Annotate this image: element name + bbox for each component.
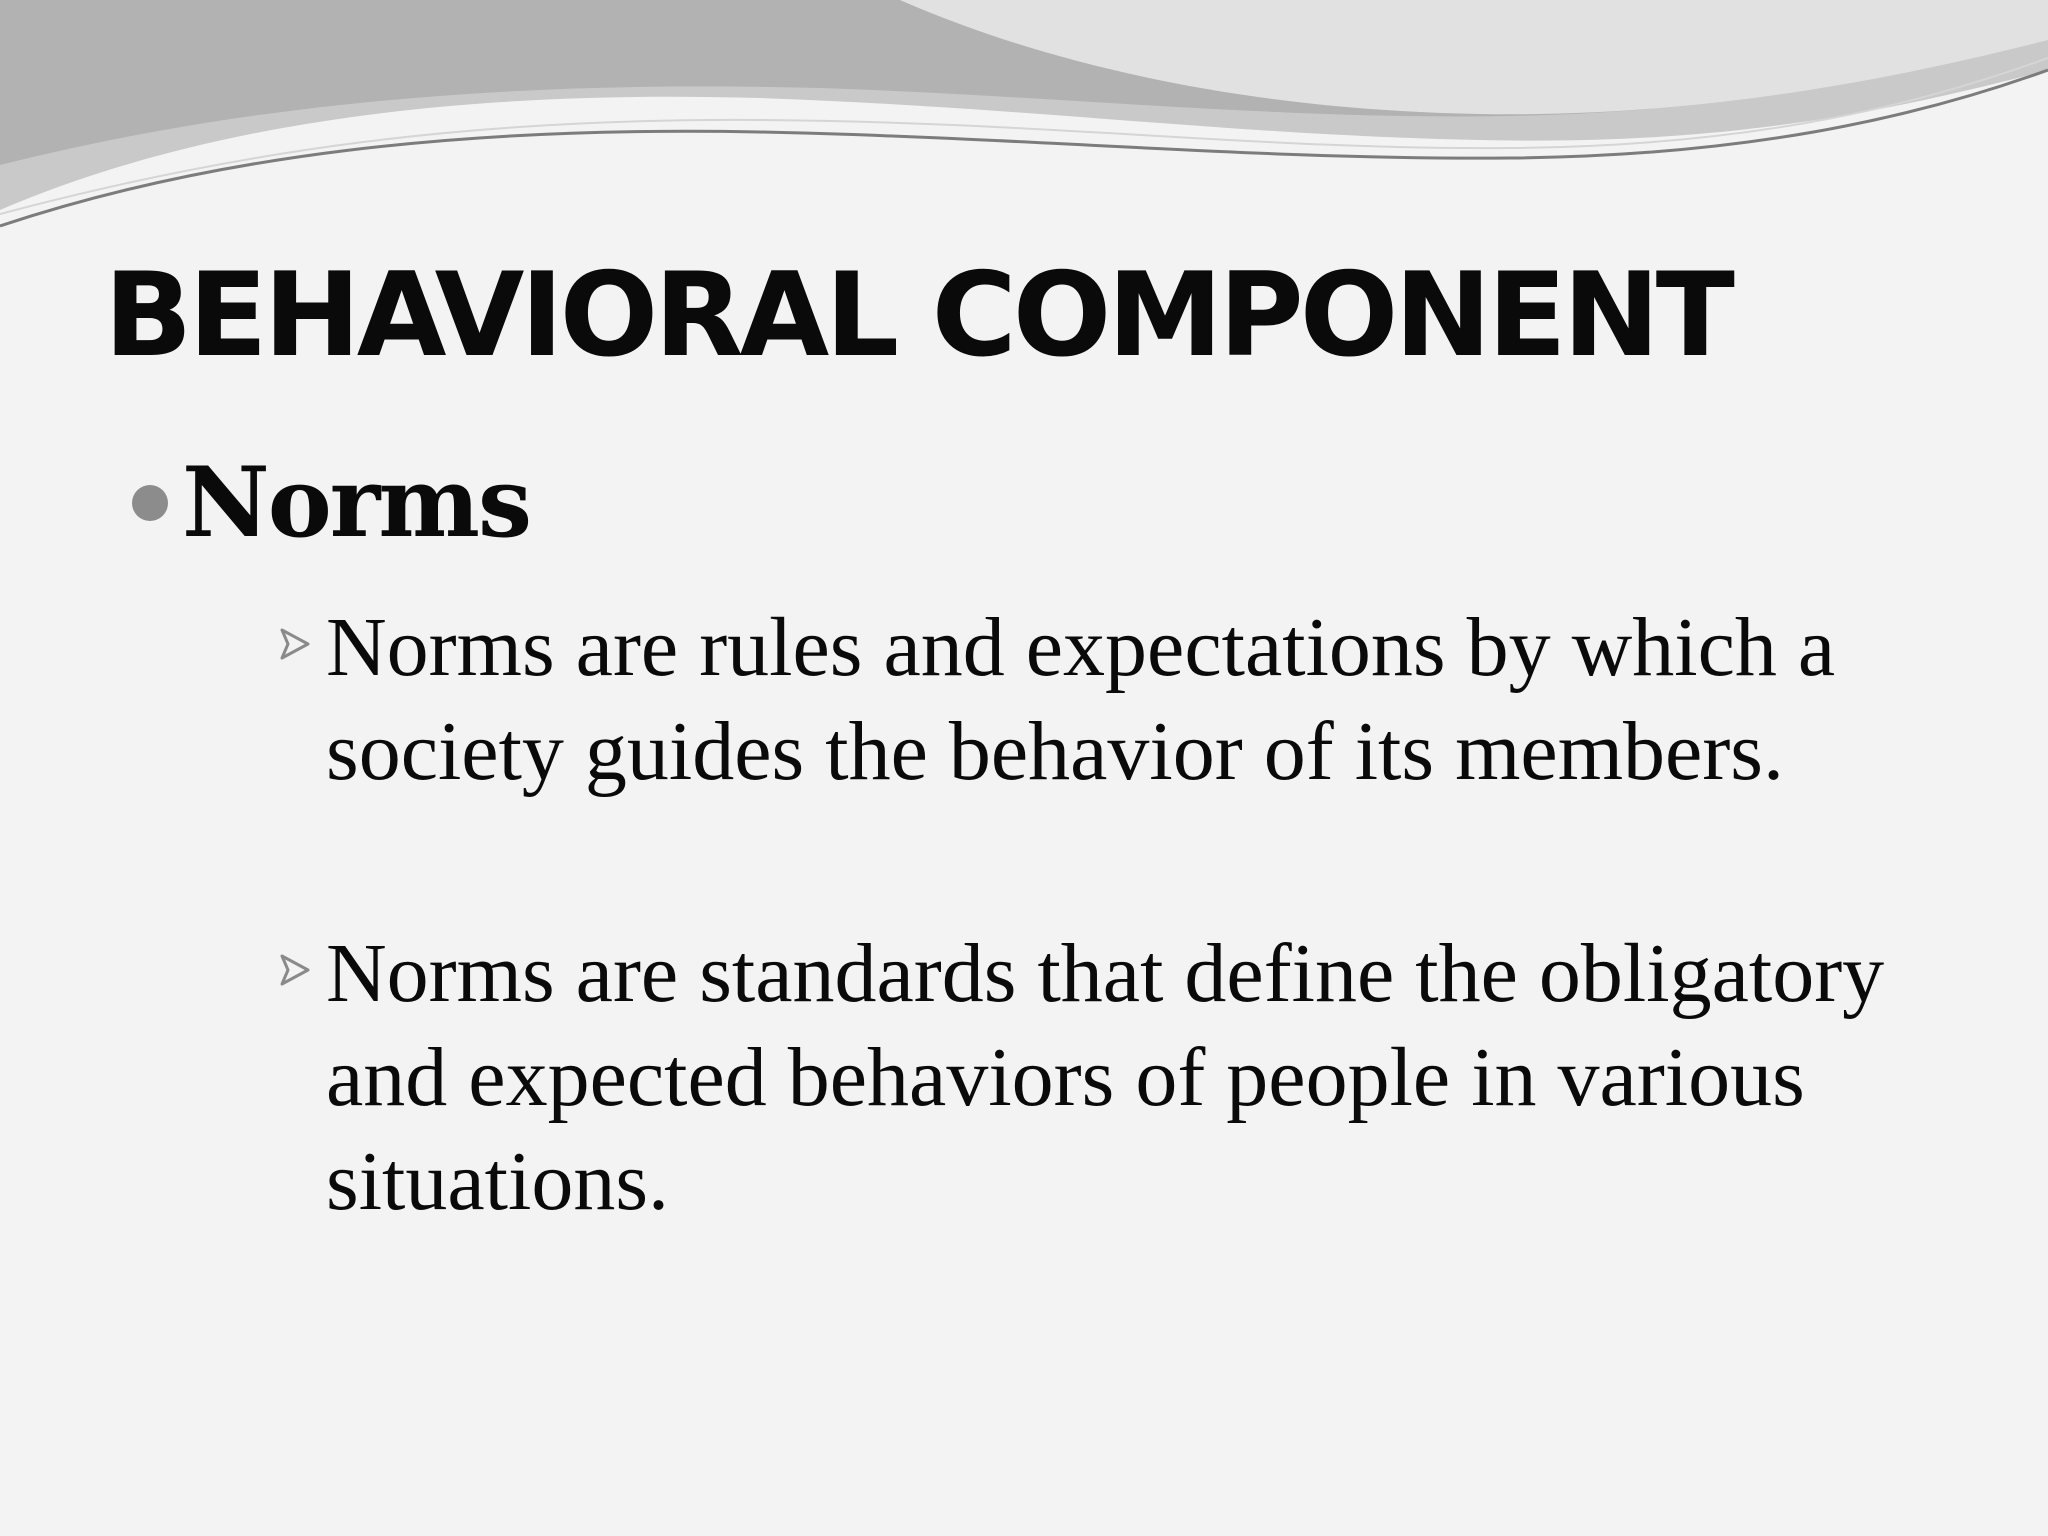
bullet-heading: Norms xyxy=(182,446,530,559)
slide-title: BEHAVIORAL COMPONENT xyxy=(104,248,1731,383)
arrow-bullet-icon xyxy=(278,952,312,988)
sub-bullet-text: Norms are rules and expectations by which a society guides the behavior of its members. xyxy=(326,601,1836,798)
sub-bullet-item xyxy=(278,922,1958,1234)
sub-bullet-text: Norms are standards that define the obligatory and expected behaviors of people in various situations. xyxy=(326,927,1885,1228)
arrow-bullet-icon xyxy=(278,626,312,662)
circle-bullet-icon xyxy=(132,485,168,521)
sub-bullet-item xyxy=(278,596,1958,804)
decorative-wave-header xyxy=(0,0,2048,240)
bullet-item-norms xyxy=(132,446,530,559)
